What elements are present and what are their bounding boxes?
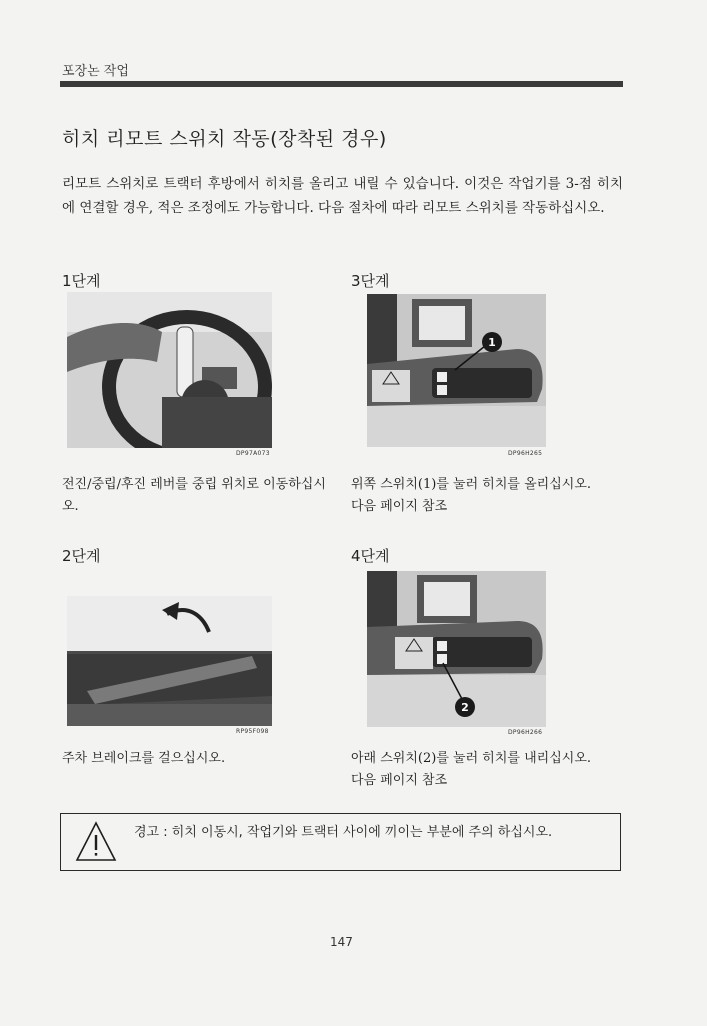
page-title: 히치 리모트 스위치 작동(장착된 경우) — [62, 128, 387, 150]
page-number: 147 — [330, 935, 353, 949]
step-4-caption-line1: 아래 스위치(2)를 눌러 히치를 내리십시오. — [351, 751, 592, 766]
callout-1: 1 — [488, 336, 496, 349]
section-header: 포장논 작업 — [62, 64, 129, 79]
step-3-label: 3단계 — [351, 272, 390, 290]
step-1-caption: 전진/중립/후진 레버를 중립 위치로 이동하십시오. — [62, 477, 326, 514]
step-3-caption-line1: 위쪽 스위치(1)를 눌러 히치를 올리십시오. — [351, 477, 592, 492]
step-1-photo — [67, 292, 272, 448]
step-2-caption: 주차 브레이크를 걸으십시오. — [62, 751, 226, 766]
step-2-label: 2단계 — [62, 547, 101, 565]
step-4-photo — [367, 571, 546, 727]
step-2-photo — [67, 596, 272, 726]
step-3-caption — [351, 474, 623, 518]
warning-text: 경고 : 히치 이동시, 작업기와 트랙터 사이에 끼이는 부분에 주의 하십시오. — [134, 825, 553, 840]
step-4-label: 4단계 — [351, 547, 390, 565]
callout-2: 2 — [461, 701, 469, 714]
warning-triangle-icon — [74, 820, 118, 864]
step-4-image-code: DP96H266 — [508, 729, 543, 736]
step-4-caption-line2: 다음 페이지 참조 — [351, 773, 448, 788]
step-2-image-code: RP95F098 — [236, 728, 269, 735]
intro-paragraph: 리모트 스위치로 트랙터 후방에서 히치를 올리고 내릴 수 있습니다. 이것은 작업기를 3-점 히치에 연결할 경우, 적은 조정에도 가능합니다. 다음 절차에 따라 리모트 스위치를 작동하십시오. — [62, 176, 623, 216]
header-rule — [60, 81, 623, 87]
step-3-image-code: DP96H265 — [508, 450, 543, 457]
step-1-label: 1단계 — [62, 272, 101, 290]
step-4-caption — [351, 748, 623, 792]
step-1-image-code: DP97A073 — [236, 450, 270, 457]
step-3-photo — [367, 294, 546, 447]
step-3-caption-line2: 다음 페이지 참조 — [351, 499, 448, 514]
